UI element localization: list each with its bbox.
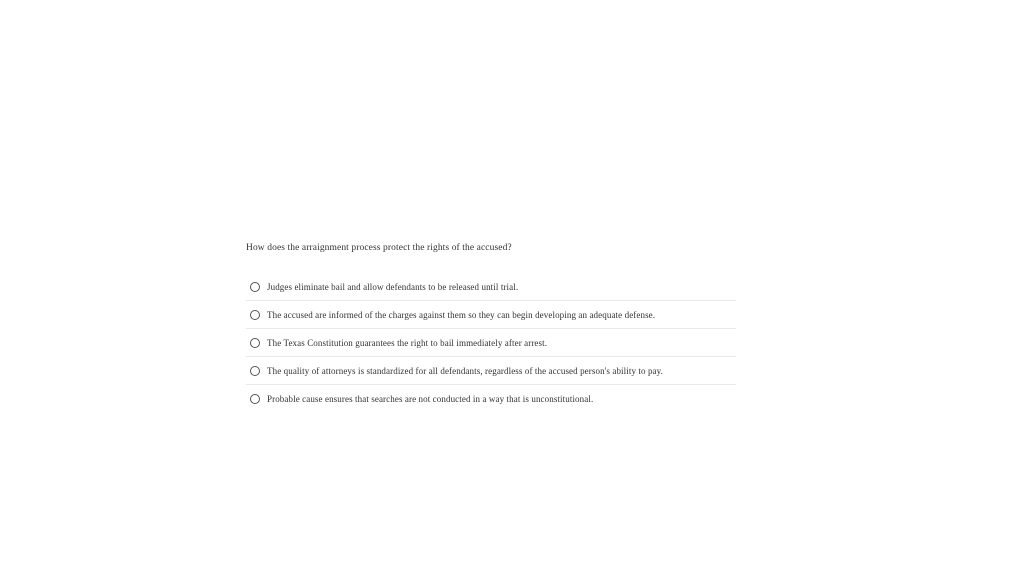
answer-option-4[interactable] bbox=[246, 357, 736, 385]
answer-option-label: Judges eliminate bail and allow defendants to be released until trial. bbox=[267, 281, 519, 292]
answer-option-3[interactable] bbox=[246, 329, 736, 357]
answer-option-1[interactable] bbox=[246, 273, 736, 301]
radio-button[interactable] bbox=[250, 394, 260, 404]
answer-option-5[interactable] bbox=[246, 385, 736, 413]
radio-button[interactable] bbox=[250, 282, 260, 292]
radio-button[interactable] bbox=[250, 310, 260, 320]
answer-option-2[interactable] bbox=[246, 301, 736, 329]
radio-button[interactable] bbox=[250, 366, 260, 376]
answer-option-label: Probable cause ensures that searches are not conducted in a way that is unconstitutional. bbox=[267, 394, 594, 404]
answer-option-label: The accused are informed of the charges against them so they can begin developing an adequate defense. bbox=[267, 309, 656, 320]
answer-option-label: The quality of attorneys is standardized for all defendants, regardless of the accused person's ability to pay. bbox=[267, 365, 664, 376]
radio-button[interactable] bbox=[250, 338, 260, 348]
answer-option-label: The Texas Constitution guarantees the right to bail immediately after arrest. bbox=[267, 337, 548, 348]
quiz-question-block bbox=[246, 241, 736, 413]
question-text: How does the arraignment process protect the rights of the accused? bbox=[246, 243, 512, 253]
answer-options bbox=[246, 273, 736, 413]
